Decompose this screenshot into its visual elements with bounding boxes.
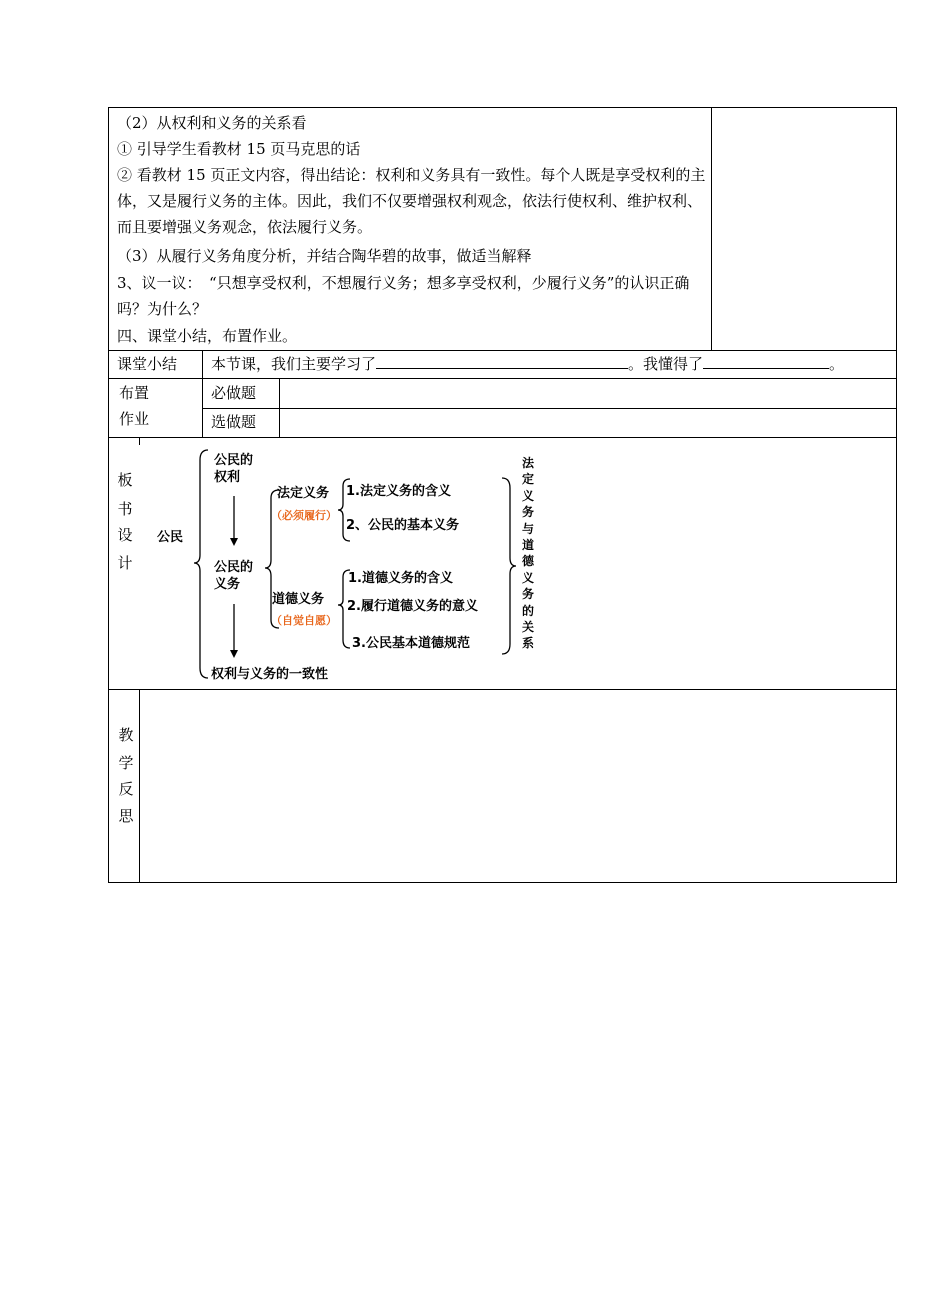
reflection-label-4: 思 <box>118 807 134 825</box>
board-must-perform: （必须履行） <box>271 509 337 522</box>
board-label-2: 书 <box>117 500 133 518</box>
reflection-label-3: 反 <box>118 780 134 798</box>
board-consistency: 权利与义务的一致性 <box>211 667 329 682</box>
content-line-relationship: （2）从权利和义务的关系看 <box>117 114 307 132</box>
board-label-3: 设 <box>117 526 133 544</box>
board-duties-line2: 义务 <box>214 577 241 592</box>
reflection-writing-area[interactable] <box>140 690 896 882</box>
content-line-marx: ① 引导学生看教材 15 页马克思的话 <box>117 140 361 158</box>
board-label-1: 板 <box>117 471 133 489</box>
board-voluntary: （自觉自愿） <box>271 614 337 627</box>
homework-optional-label: 选做题 <box>211 413 257 431</box>
arrowhead-1 <box>230 538 238 546</box>
homework-label-line1: 布置 <box>119 384 150 402</box>
board-moral-duty: 道德义务 <box>272 592 325 607</box>
board-duties-line1: 公民的 <box>214 560 254 575</box>
board-legal-item-1: 1.法定义务的含义 <box>346 484 451 499</box>
board-label-4: 计 <box>117 554 133 572</box>
reflection-label-2: 学 <box>118 754 134 772</box>
content-line-summary-homework: 四、课堂小结，布置作业。 <box>117 327 298 345</box>
summary-text-understood: 。我懂得了 <box>628 355 704 373</box>
board-legal-item-2: 2、公民的基本义务 <box>346 518 460 533</box>
summary-text-learned: 本节课，我们主要学习了 <box>211 355 377 373</box>
board-relation-vertical: 法 定 义 务 与 道 德 义 务 的 关 系 <box>521 456 534 651</box>
arrowhead-2 <box>230 650 238 658</box>
summary-text-end: 。 <box>829 355 845 373</box>
board-citizen: 公民 <box>157 530 184 545</box>
board-moral-item-2: 2.履行道德义务的意义 <box>347 599 478 614</box>
board-rights-line2: 权利 <box>214 470 241 485</box>
homework-required-label: 必做题 <box>211 384 257 402</box>
board-moral-item-1: 1.道德义务的含义 <box>348 571 453 586</box>
board-legal-duty: 法定义务 <box>277 486 330 501</box>
brace-relation <box>502 478 516 654</box>
reflection-label-1: 教 <box>118 726 134 744</box>
content-line-perform-duty: （3）从履行义务角度分析，并结合陶华碧的故事，做适当解释 <box>117 247 532 265</box>
summary-label: 课堂小结 <box>117 355 178 373</box>
homework-label-line2: 作业 <box>119 410 150 428</box>
board-rights-line1: 公民的 <box>214 453 254 468</box>
content-paragraph-conclusion: ② 看教材 15 页正文内容，得出结论：权利和义务具有一致性。每个人既是享受权利的主体，又是履行义务的主体。因此，我们不仅要增强权利观念，依法行使权利、维护权利、而且要增强义务观念，依法履行义务。 <box>117 166 706 236</box>
brace-citizen <box>194 450 208 678</box>
board-moral-item-3: 3.公民基本道德规范 <box>352 636 470 651</box>
content-paragraph-discuss: 3、议一议： “只想享受权利，不想履行义务；想多享受权利，少履行义务”的认识正确吗？为什么？ <box>117 274 690 318</box>
